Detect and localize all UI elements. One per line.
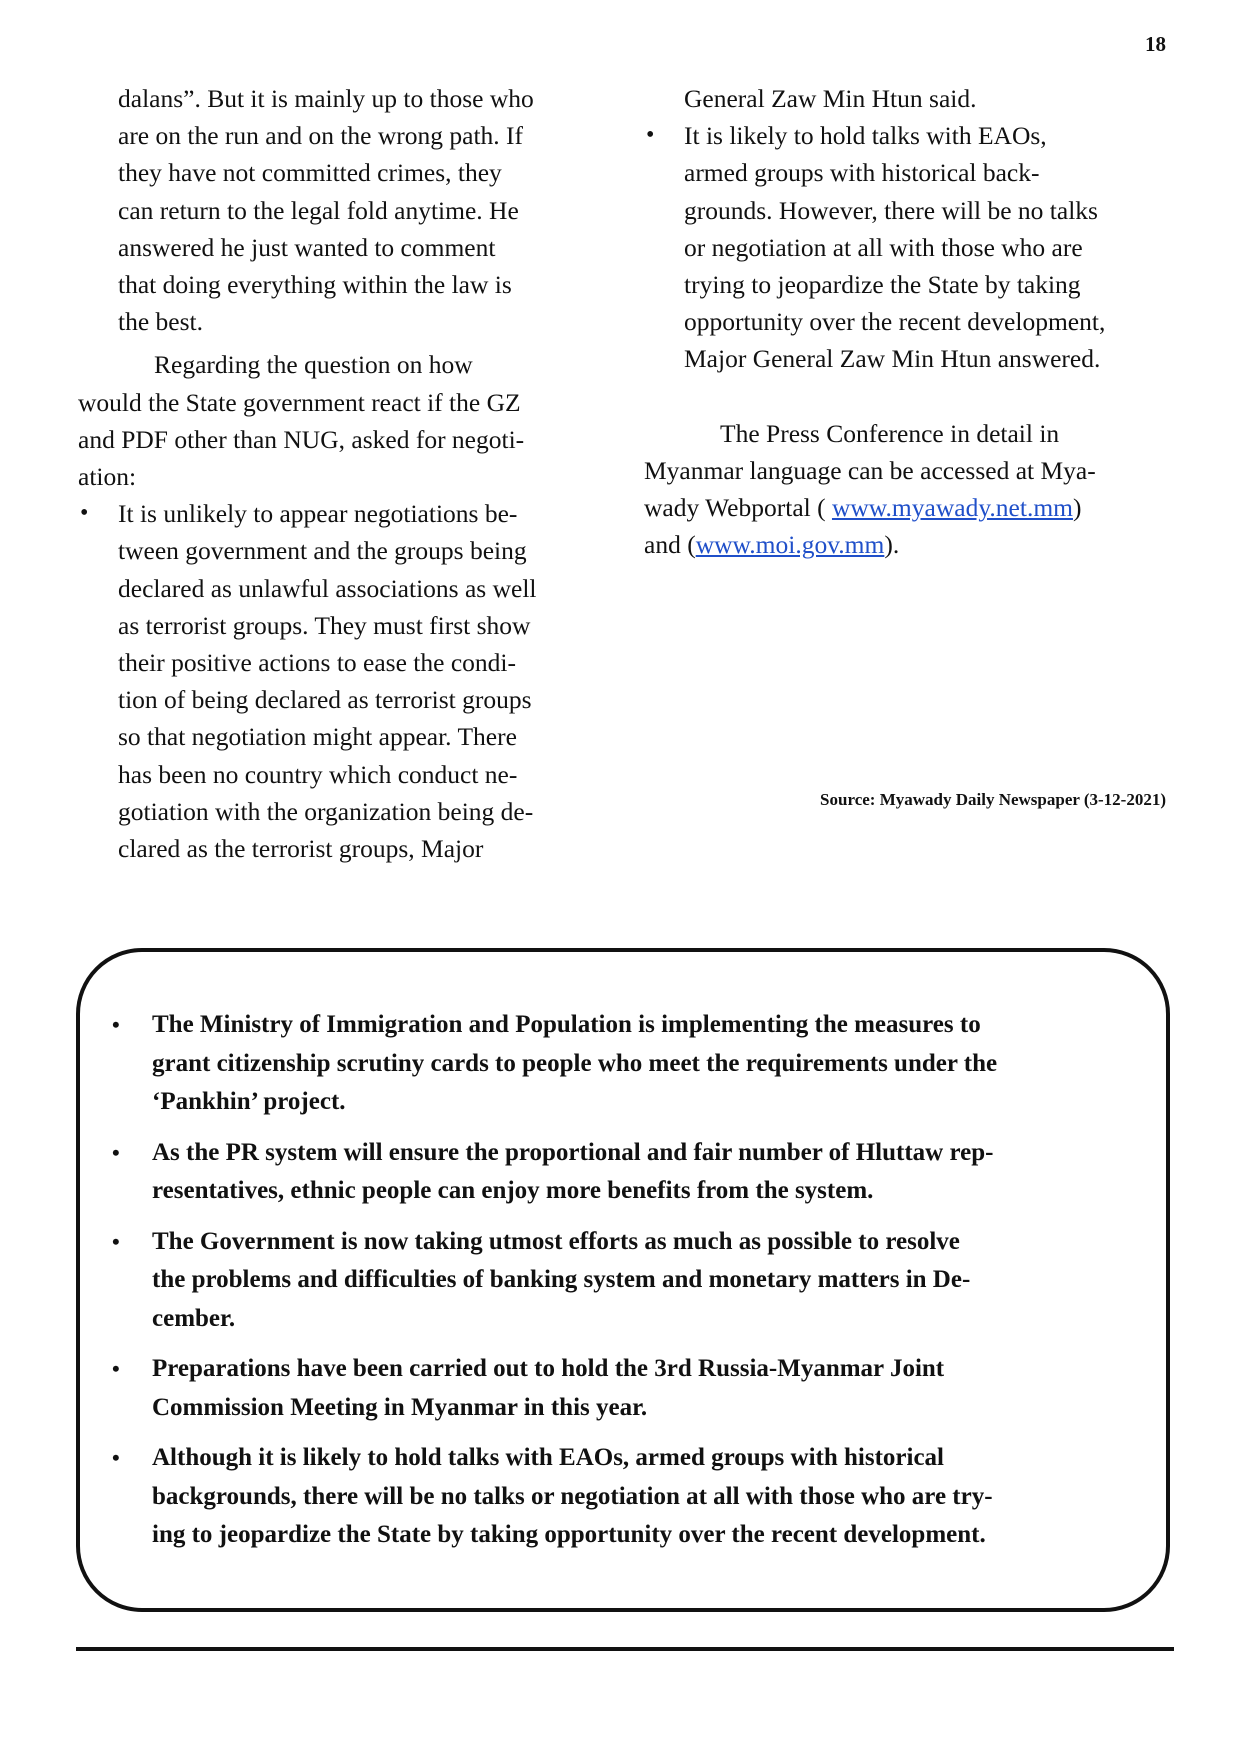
paragraph-line: the best. — [118, 307, 203, 337]
myawady-link[interactable]: www.myawady.net.mm — [831, 493, 1073, 523]
left-column — [78, 80, 602, 867]
question-paragraph — [78, 346, 602, 495]
answer-list — [644, 117, 1166, 377]
paragraph-line: answered he just wanted to comment — [118, 232, 496, 262]
summary-item — [110, 1350, 1146, 1427]
summary-line: cember. — [152, 1304, 236, 1332]
continuation-paragraph — [78, 80, 602, 340]
paragraph-line: • It is unlikely to appear negotiations be- — [118, 499, 518, 529]
summary-line: • As the PR system will ensure the proportional and fair number of Hluttaw rep- — [152, 1138, 994, 1166]
paragraph-line: • It is likely to hold talks with EAOs, — [684, 121, 1047, 151]
page-number: 18 — [1145, 32, 1166, 56]
paragraph-line: Myanmar language can be accessed at Mya- — [644, 455, 1096, 485]
paragraph-line: opportunity over the recent development, — [684, 307, 1106, 337]
moi-link[interactable]: www.moi.gov.mm — [695, 530, 885, 560]
summary-box — [76, 948, 1170, 1612]
paragraph-line: and PDF other than NUG, asked for negoti- — [78, 424, 525, 454]
summary-line: resentatives, ethnic people can enjoy more benefits from the system. — [152, 1177, 874, 1204]
paragraph-line: would the State government react if the GZ — [78, 387, 521, 417]
paragraph-line: clared as the terrorist groups, Major — [118, 834, 484, 864]
summary-line: backgrounds, there will be no talks or negotiation at all with those who are try- — [152, 1482, 993, 1510]
paragraph-line: grounds. However, there will be no talks — [684, 195, 1098, 225]
summary-line: • Although it is likely to hold talks with EAOs, armed groups with historical — [152, 1444, 945, 1471]
paragraph-line: dalans”. But it is mainly up to those who — [118, 84, 534, 113]
paragraph-line: can return to the legal fold anytime. He — [118, 195, 519, 225]
paragraph-line: are on the run and on the wrong path. If — [118, 121, 524, 151]
summary-item — [110, 1439, 1146, 1555]
summary-line: grant citizenship scrutiny cards to people who meet the requirements under the — [152, 1049, 998, 1077]
text-fragment: ). — [884, 530, 900, 560]
paragraph-line: that doing everything within the law is — [118, 270, 512, 300]
summary-item — [110, 1223, 1146, 1339]
paragraph-line: tween government and the groups being — [118, 536, 527, 566]
list-item — [644, 117, 1166, 377]
summary-item — [110, 1006, 1146, 1122]
summary-line: • The Government is now taking utmost efforts as much as possible to resolve — [152, 1227, 960, 1255]
paragraph-line: declared as unlawful associations as well — [118, 573, 537, 603]
paragraph-line: Major General Zaw Min Htun answered. — [684, 344, 1101, 374]
paragraph-line: or negotiation at all with those who are — [684, 232, 1083, 262]
paragraph-line: trying to jeopardize the State by taking — [684, 270, 1081, 300]
paragraph-line: gotiation with the organization being de- — [118, 796, 534, 826]
paragraph-line: as terrorist groups. They must first show — [118, 610, 531, 640]
summary-list — [110, 1006, 1146, 1567]
text-fragment: ) — [1073, 493, 1082, 523]
paragraph-line: The Press Conference in detail in — [720, 418, 1060, 448]
paragraph-line: tion of being declared as terrorist groups — [118, 685, 532, 715]
list-item — [78, 495, 602, 867]
summary-line: • Preparations have been carried out to hold the 3rd Russia-Myanmar Joint — [152, 1355, 945, 1382]
summary-line: • The Ministry of Immigration and Population is implementing the measures to — [152, 1011, 981, 1038]
bottom-divider — [76, 1647, 1174, 1651]
summary-line: the problems and difficulties of banking system and monetary matters in De- — [152, 1266, 971, 1293]
summary-line: ing to jeopardize the State by taking opportunity over the recent development. — [152, 1521, 986, 1548]
summary-line: ‘Pankhin’ project. — [152, 1088, 346, 1115]
paragraph-line: ation: — [78, 462, 137, 492]
paragraph-line — [644, 526, 1166, 563]
right-column — [644, 80, 1166, 563]
paragraph-line: so that negotiation might appear. There — [118, 722, 517, 752]
paragraph-line: armed groups with historical back- — [684, 158, 1040, 188]
summary-item — [110, 1134, 1146, 1211]
source-credit: Source: Myawady Daily Newspaper (3-12-2021) — [820, 790, 1166, 809]
continuation-line: General Zaw Min Htun said. — [684, 84, 977, 113]
paragraph-line: their positive actions to ease the condi- — [118, 648, 516, 678]
paragraph-line: they have not committed crimes, they — [118, 158, 502, 188]
summary-line: Commission Meeting in Myanmar in this year. — [152, 1393, 648, 1421]
text-fragment: wady Webportal ( — [644, 493, 832, 523]
paragraph-line — [644, 489, 1166, 526]
press-conference-paragraph — [644, 415, 1166, 564]
paragraph-line: has been no country which conduct ne- — [118, 759, 518, 789]
paragraph-line: Regarding the question on how — [154, 350, 473, 380]
text-fragment: and ( — [644, 530, 696, 560]
answer-list — [78, 495, 602, 867]
